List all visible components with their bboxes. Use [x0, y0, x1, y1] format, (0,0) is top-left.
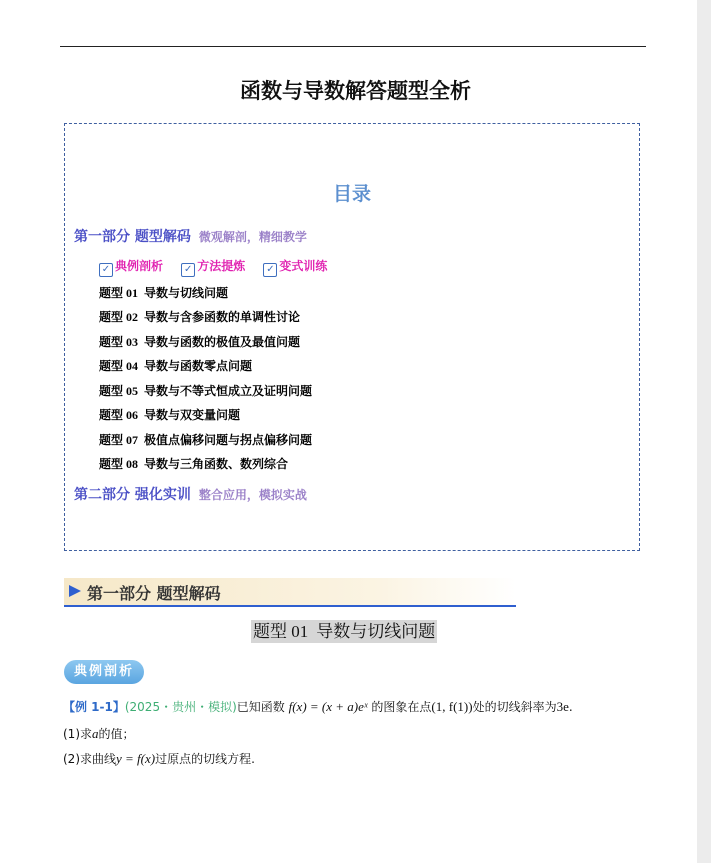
question-2: (2)求曲线y = f(x)过原点的切线方程. [63, 751, 255, 766]
function-formula: f(x) = (x + a)eˣ [288, 699, 368, 714]
document-title: 函数与导数解答题型全析 [240, 79, 471, 103]
toc-item-05[interactable]: 题型 05 导数与不等式恒成立及证明问题 [99, 384, 313, 398]
toc-part-2-label: 第二部分 强化实训 [74, 487, 191, 503]
toc-item-07[interactable]: 题型 07 极值点偏移问题与拐点偏移问题 [99, 433, 313, 447]
type-code: 题型 01 [253, 622, 309, 641]
table-of-contents [64, 123, 640, 551]
curve-formula: y = f(x) [116, 751, 156, 766]
tangent-point: (1, f(1)) [431, 699, 473, 714]
toc-part-1[interactable] [74, 226, 307, 246]
toc-part-2[interactable] [74, 484, 307, 504]
checklist-icon: ✓ [99, 263, 113, 277]
toc-item-08[interactable]: 题型 08 导数与三角函数、数列综合 [99, 457, 289, 471]
toc-item-06[interactable]: 题型 06 导数与双变量问题 [99, 408, 241, 422]
arrow-right-icon [69, 585, 81, 597]
slope-value: 3e [556, 699, 569, 714]
toc-tag-example[interactable]: ✓ 典例剖析 [99, 257, 163, 277]
toc-tag-method[interactable]: ✓ 方法提炼 [181, 257, 245, 277]
toc-item-03[interactable]: 题型 03 导数与函数的极值及最值问题 [99, 335, 301, 349]
toc-item-01[interactable]: 题型 01 导数与切线问题 [99, 286, 229, 300]
question-1: (1)求a的值； [63, 726, 135, 741]
example-tag: 【例 1-1】 [63, 700, 125, 714]
toc-heading: 目录 [332, 183, 371, 205]
toc-tag-variant[interactable]: ✓ 变式训练 [263, 257, 327, 277]
section-banner [64, 578, 516, 607]
checklist-icon: ✓ [263, 263, 277, 277]
type-heading [251, 620, 437, 643]
page-edge [697, 0, 711, 863]
toc-item-04[interactable]: 题型 04 导数与函数零点问题 [99, 359, 253, 373]
toc-item-02[interactable]: 题型 02 导数与含参函数的单调性讨论 [99, 310, 301, 324]
header-rule [60, 46, 646, 47]
type-text: 导数与切线问题 [316, 622, 436, 642]
variable-a: a [92, 726, 99, 741]
example-source: (2025・贵州・模拟) [124, 700, 237, 714]
section-banner-title: 第一部分 题型解码 [87, 584, 221, 603]
toc-tags [99, 257, 341, 277]
example-analysis-pill: 典例剖析 [64, 660, 144, 684]
checklist-icon: ✓ [181, 263, 195, 277]
example-statement: 【例 1-1】(2025・贵州・模拟)已知函数 f(x) = (x + a)eˣ 的图象在点(1, f(1))处的切线斜率为3e. [63, 699, 573, 714]
toc-part-1-subtitle: 微观解剖，精细教学 [198, 230, 307, 244]
toc-part-1-label: 第一部分 题型解码 [74, 229, 191, 245]
toc-part-2-subtitle: 整合应用，模拟实战 [198, 488, 307, 502]
